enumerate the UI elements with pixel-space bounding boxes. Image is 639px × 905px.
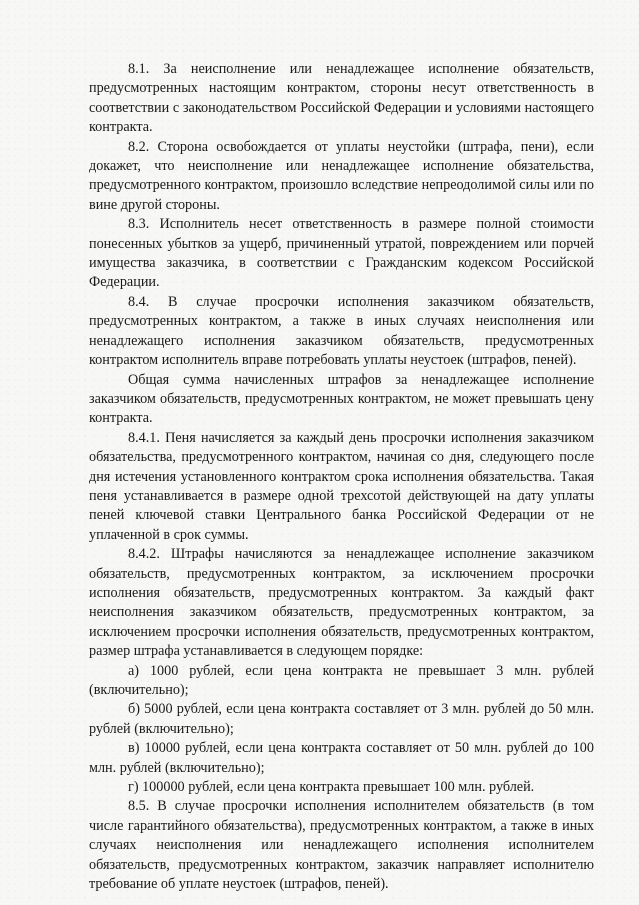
paragraph-8-5: 8.5. В случае просрочки исполнения исполнителем обязательств (в том числе гарантийного обязательства), предусмотренных контрактом, а также в иных случаях неисполнения или ненадлежащего исполнения исполнителем обязательств, предусмотренных контрактом, заказчик направляет исполнителю требование об уплате неустоек (штрафов, пеней). — [89, 798, 594, 893]
paragraph-8-4: 8.4. В случае просрочки исполнения заказчиком обязательств, предусмотренных контрактом, а также в иных случаях неисполнения или ненадлежащего исполнения заказчиком обязательств, предусмотренных контрактом исполнитель вправе потребовать уплаты неустоек (штрафов, пеней). — [89, 293, 594, 369]
paragraph-total-fines: Общая сумма начисленных штрафов за ненадлежащее исполнение заказчиком обязательств, предусмотренных контрактом, не может превышать цену контракта. — [89, 371, 594, 427]
list-item-a: а) 1000 рублей, если цена контракта не превышает 3 млн. рублей (включительно); — [89, 662, 594, 698]
paragraph-8-4-2: 8.4.2. Штрафы начисляются за ненадлежащее исполнение заказчиком обязательств, предусмотренных контрактом, за исключением просрочки исполнения обязательств, предусмотренных контрактом. За каждый факт неисполнения заказчиком обязательств, предусмотренных контрактом, за исключением просрочки исполнения обязательств, предусмотренных контрактом, размер штрафа устанавливается в следующем порядке: — [89, 546, 594, 660]
list-item-v: в) 10000 рублей, если цена контракта составляет от 50 млн. рублей до 100 млн. рублей (включительно); — [89, 740, 594, 776]
paragraph-8-2: 8.2. Сторона освобождается от уплаты неустойки (штрафа, пени), если докажет, что неисполнение или ненадлежащее исполнение обязательства, предусмотренного контрактом, произошло вследствие непреодолимой силы или по вине другой стороны. — [89, 138, 594, 213]
paragraph-8-3: 8.3. Исполнитель несет ответственность в размере полной стоимости понесенных убытков за ущерб, причиненный утратой, повреждением или порчей имущества заказчика, в соответствии с Гражданским кодексом Российской Федерации. — [89, 216, 594, 291]
paragraph-8-4-1: 8.4.1. Пеня начисляется за каждый день просрочки исполнения заказчиком обязательства, предусмотренного контрактом, начиная со дня, следующего после дня истечения установленного контрактом срока исполнения обязательства. Такая пеня устанавливается в размере одной трехсотой действующей на дату уплаты пеней ключевой ставки Центрального банка Российской Федерации от не уплаченной в срок суммы. — [89, 429, 594, 543]
document-body — [89, 60, 594, 894]
list-item-b: б) 5000 рублей, если цена контракта составляет от 3 млн. рублей до 50 млн. рублей (включительно); — [89, 701, 594, 737]
list-item-g: г) 100000 рублей, если цена контракта превышает 100 млн. рублей. — [128, 779, 535, 796]
paragraph-8-1: 8.1. За неисполнение или ненадлежащее исполнение обязательств, предусмотренных настоящим контрактом, стороны несут ответственность в соответствии с законодательством Российской Федерации и условиями настоящего контракта. — [89, 61, 594, 136]
